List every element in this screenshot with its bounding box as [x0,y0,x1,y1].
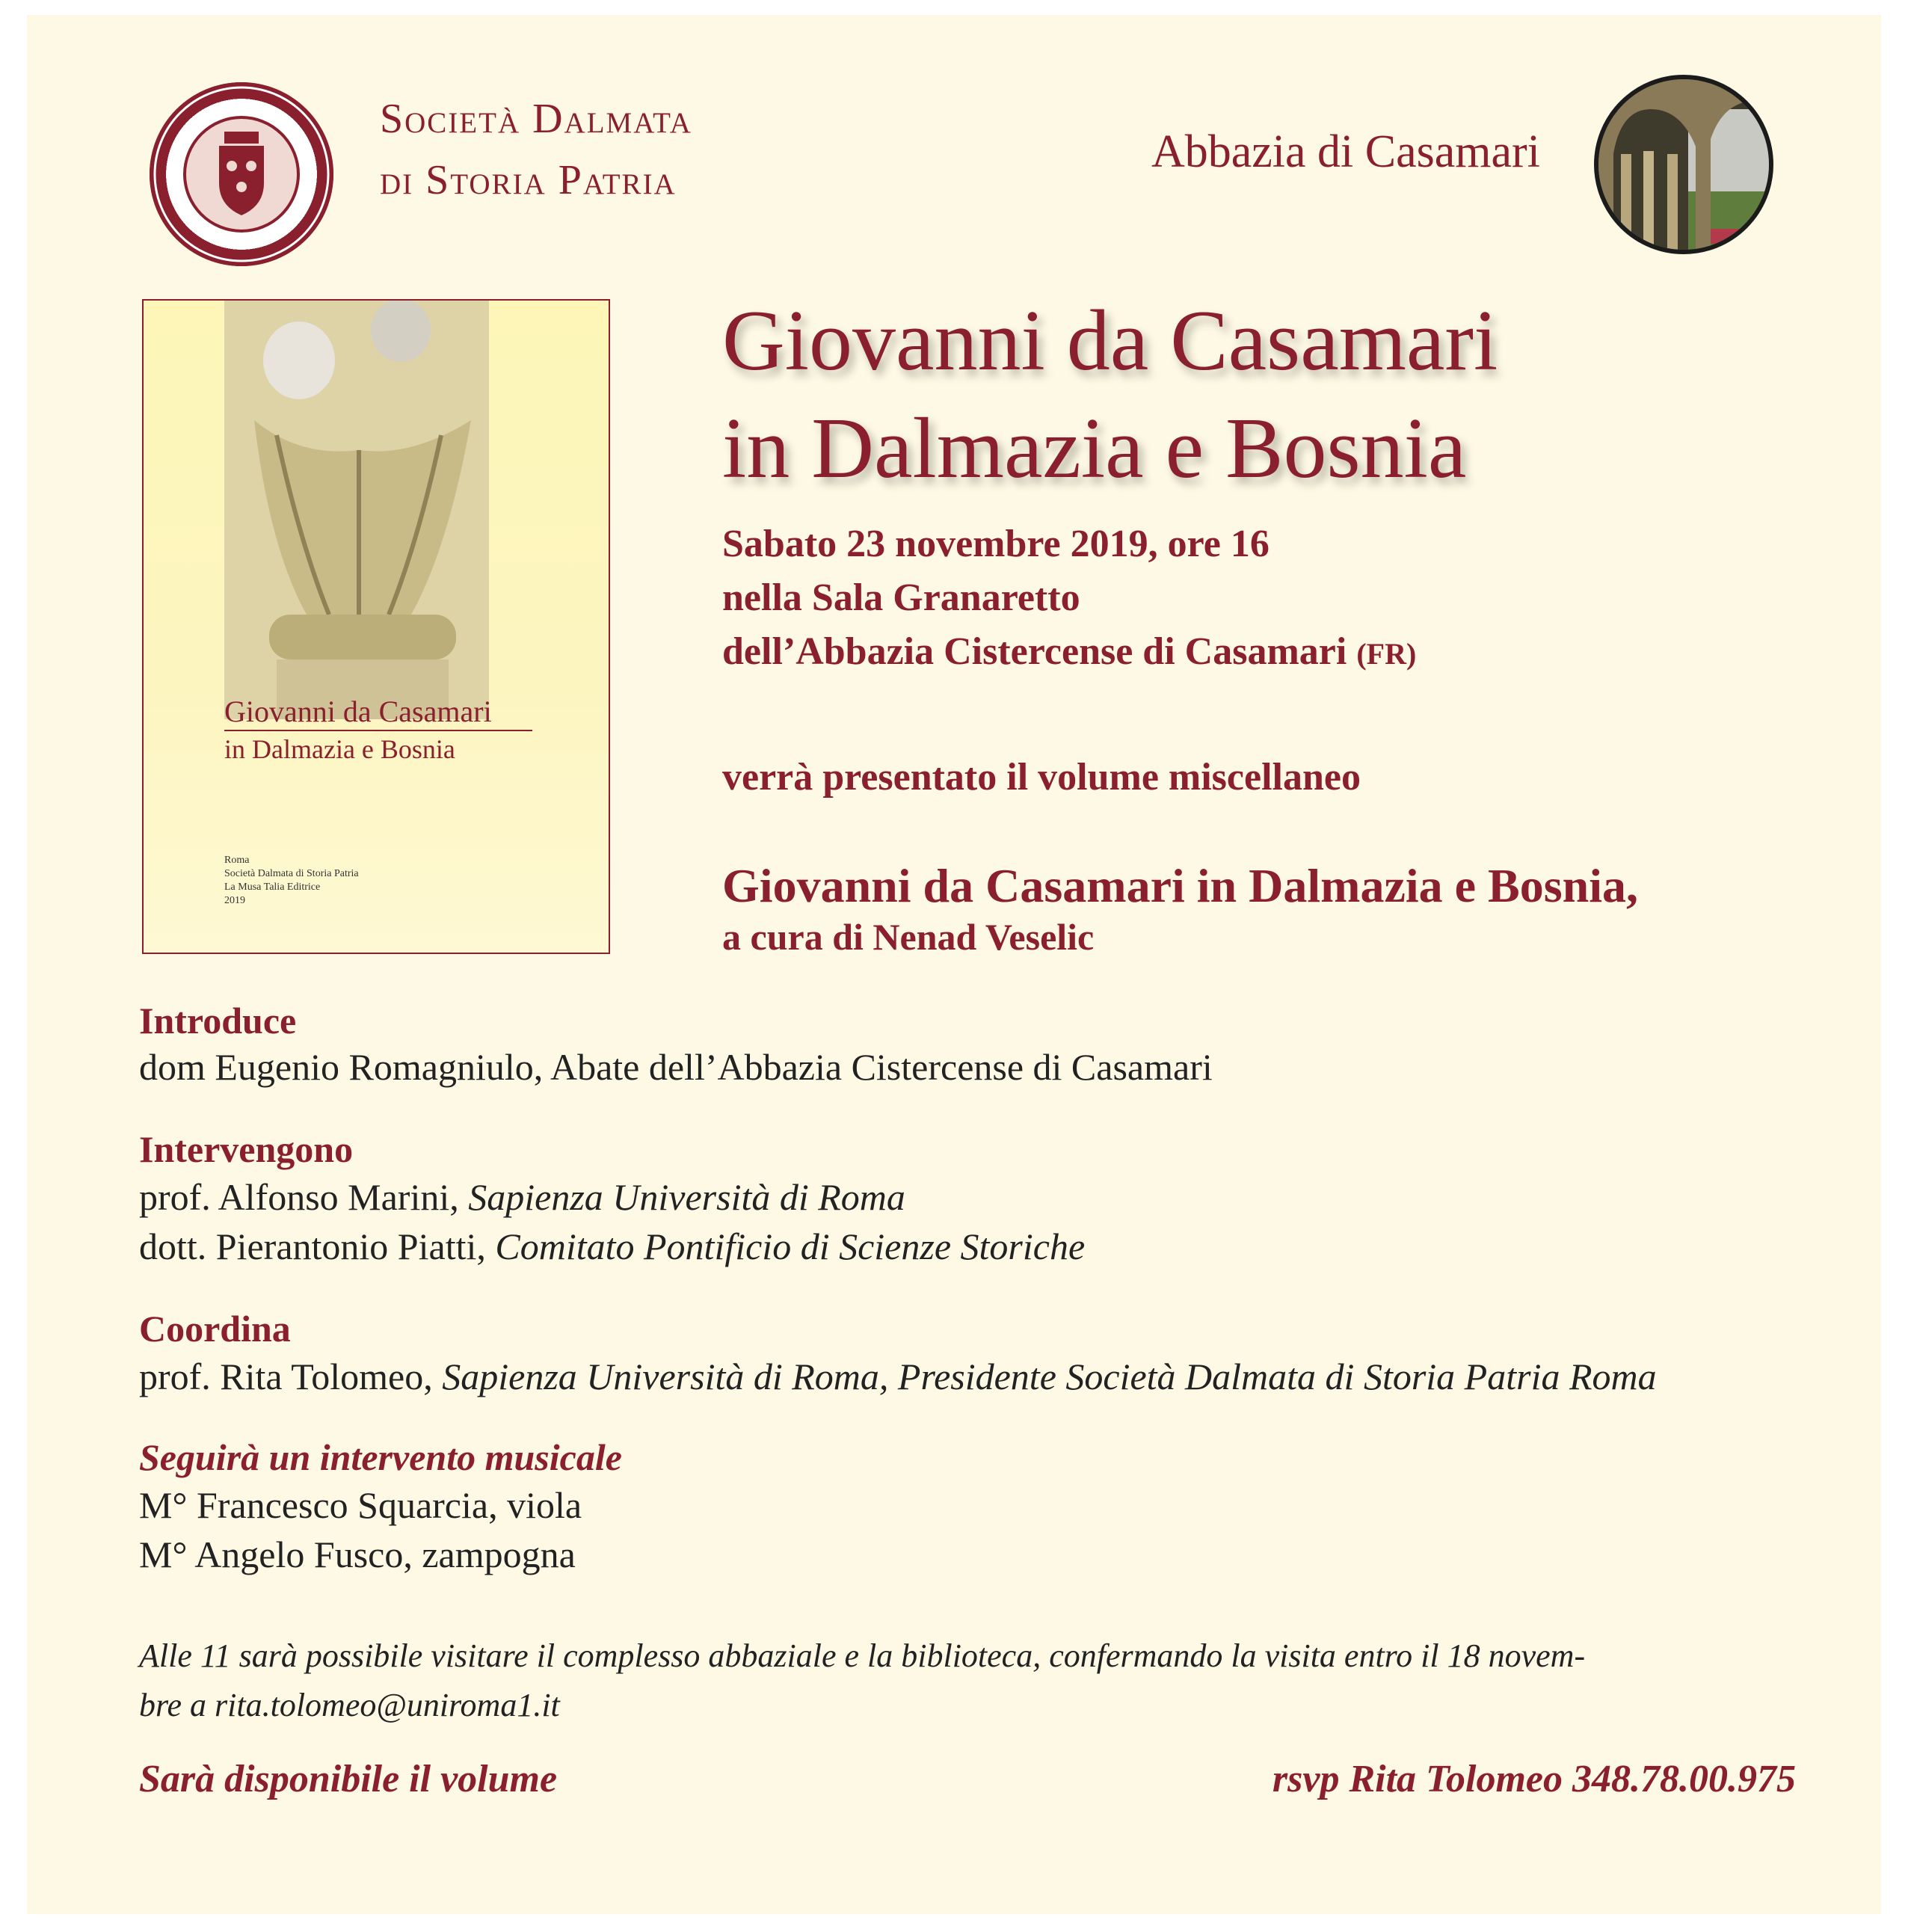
musician-line: M° Angelo Fusco, zampogna [139,1533,576,1575]
coordina-heading: Coordina [139,1308,291,1350]
musician-line: M° Francesco Squarcia, viola [139,1484,582,1526]
coordinator-name: prof. Rita Tolomeo, [139,1356,443,1397]
main-title-line2: in Dalmazia e Bosnia [722,401,1467,496]
book-cover-capital-photo [224,301,489,719]
book-cover [142,299,610,954]
coordinator-line [139,1352,1657,1401]
volume-editor: a cura di Nenad Veselic [722,916,1095,958]
presentation-text: verrà presentato il volume miscellaneo [722,756,1361,799]
imprint-line: Società Dalmata di Storia Patria [224,868,359,879]
introduce-heading: Introduce [139,1000,297,1042]
event-province-tag: (FR) [1356,637,1417,671]
volume-title: Giovanni da Casamari in Dalmazia e Bosnia, [722,859,1638,912]
society-name-line2: di Storia Patria [380,157,677,203]
music-heading: Seguirà un intervento musicale [139,1436,622,1478]
event-date: Sabato 23 novembre 2019, ore 16 [722,523,1270,565]
main-title [722,287,1498,502]
abbey-cloister-photo [1594,75,1773,254]
speaker-name: dott. Pierantonio Piatti, [139,1225,496,1267]
speaker-name: prof. Alfonso Marini, [139,1176,469,1218]
imprint-line: La Musa Talia Editrice [224,882,321,893]
visit-note [139,1631,1776,1730]
volume-available-note: Sarà disponibile il volume [139,1758,558,1800]
imprint-line: Roma [224,855,250,866]
visit-note-line1: Alle 11 sarà possibile visitare il complesso abbaziale e la biblioteca, confermando la visita entro il 18 novem- [139,1637,1586,1674]
intervengono-heading: Intervengono [139,1128,354,1170]
society-name [380,88,692,211]
abbey-name: Abbazia di Casamari [1151,126,1540,177]
book-cover-title: Giovanni da Casamari [224,694,532,731]
seal-emblem-icon [150,82,333,266]
speaker-line [139,1172,905,1222]
coordinator-affiliation: Sapienza Università di Roma, Presidente Società Dalmata di Storia Patria Roma [442,1356,1657,1397]
event-details [722,517,1416,681]
imprint-line: 2019 [224,895,245,906]
rsvp-contact: rsvp Rita Tolomeo 348.78.00.975 [1272,1758,1796,1800]
visit-note-line2: bre a rita.tolomeo@uniroma1.it [139,1687,560,1723]
event-location [722,625,1416,681]
book-cover-imprint [224,854,359,908]
society-seal-logo [150,82,333,266]
speaker-affiliation: Comitato Pontificio di Scienze Storiche [495,1225,1086,1267]
event-location-text: dell’Abbazia Cistercense di Casamari [722,630,1347,673]
introduce-speaker: dom Eugenio Romagniulo, Abate dell’Abbazia Cistercense di Casamari [139,1046,1213,1088]
book-cover-subtitle: in Dalmazia e Bosnia [224,734,455,764]
speaker-affiliation: Sapienza Università di Roma [468,1176,905,1218]
event-venue: nella Sala Granaretto [722,576,1080,619]
society-name-line1: Società Dalmata [380,96,692,142]
speaker-line [139,1222,1085,1271]
main-title-line1: Giovanni da Casamari [722,293,1498,389]
